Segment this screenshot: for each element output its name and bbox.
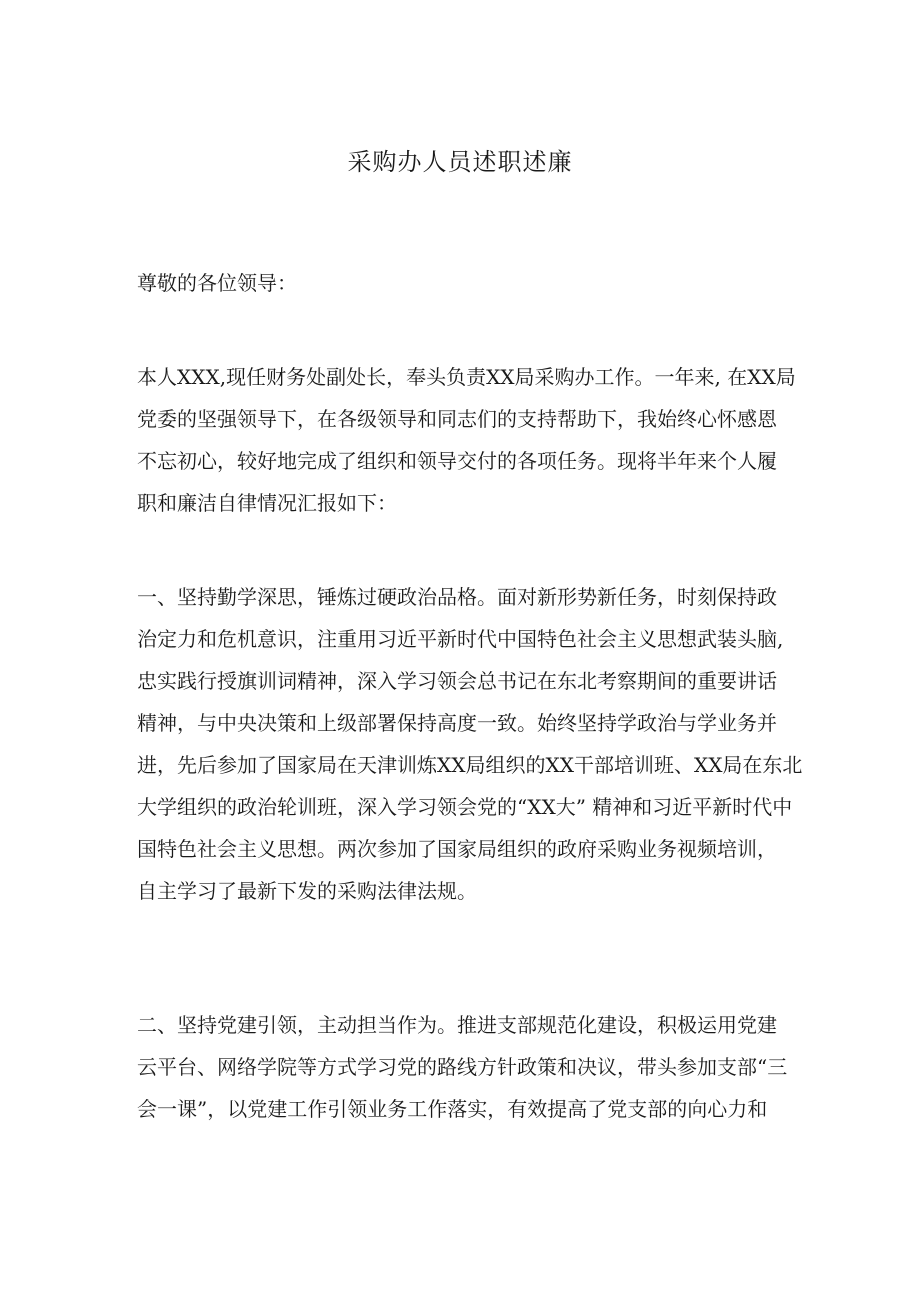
paragraph-line: 大学组织的政治轮训班，深入学习领会党的“XX大” 精神和习近平新时代中 <box>137 795 793 819</box>
paragraph-line: 国特色社会主义思想。两次参加了国家局组织的政府采购业务视频培训， <box>137 837 777 861</box>
paragraph-line: 治定力和危机意识，注重用习近平新时代中国特色社会主义思想武装头脑, <box>137 627 784 651</box>
paragraph-line: 自主学习了最新下发的采购法律法规。 <box>137 879 477 903</box>
document-title: 采购办人员述职述廉 <box>347 148 573 176</box>
salutation-text: 尊敬的各位领导： <box>137 271 297 295</box>
paragraph-line: 会一课”，以党建工作引领业务工作落实，有效提高了党支部的向心力和 <box>137 1097 768 1121</box>
paragraph-line: 二、坚持党建引领，主动担当作为。推进支部规范化建设，积极运用党建 <box>137 1013 777 1037</box>
paragraph-intro <box>137 356 797 524</box>
paragraph-line: 党委的坚强领导下，在各级领导和同志们的支持帮助下，我始终心怀感恩 <box>137 407 777 431</box>
paragraph-line: 精神，与中央决策和上级部署保持高度一致。始终坚持学政治与学业务并 <box>137 711 777 735</box>
paragraph-line: 忠实践行授旗训词精神，深入学习领会总书记在东北考察期间的重要讲话 <box>137 669 777 693</box>
paragraph-section-one <box>137 576 803 912</box>
paragraph-line: 一、坚持勤学深思，锤炼过硬政治品格。面对新形势新任务，时刻保持政 <box>137 585 777 609</box>
paragraph-line: 进，先后参加了国家局在天津训炼XX局组织的XX干部培训班、XX局在东北 <box>137 753 803 777</box>
paragraph-section-two <box>137 1004 797 1130</box>
paragraph-line: 云平台、网络学院等方式学习党的路线方针政策和决议，带头参加支部“三 <box>137 1055 788 1079</box>
paragraph-line: 本人XXX,现任财务处副处长，奉头负责XX局采购办工作。一年来, 在XX局 <box>137 365 796 389</box>
paragraph-line: 职和廉洁自律情况汇报如下： <box>137 491 397 515</box>
paragraph-line: 不忘初心，较好地完成了组织和领导交付的各项任务。现将半年来个人履 <box>137 449 777 473</box>
salutation <box>137 262 797 304</box>
